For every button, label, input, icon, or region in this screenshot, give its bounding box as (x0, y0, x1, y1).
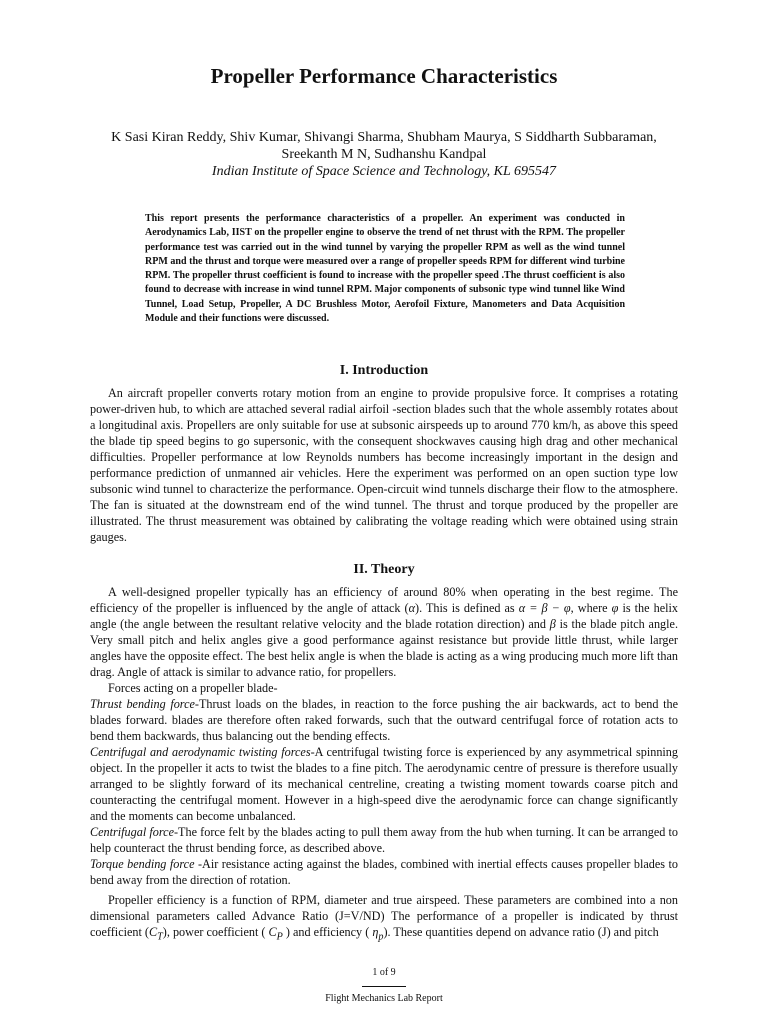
beta-symbol: β (549, 617, 556, 631)
efficiency-text-d: ). These quantities depend on advance ratio (J) and pitch (383, 925, 659, 939)
efficiency-text-c: ) and efficiency ( (282, 925, 373, 939)
phi-symbol: φ (611, 601, 619, 615)
force-centrifugal-twisting (90, 744, 678, 824)
efficiency-symbol: $\eta_p$ (372, 925, 384, 943)
force-label: Thrust bending force (90, 697, 195, 711)
paper-title: Propeller Performance Characteristics (210, 64, 558, 88)
thrust-coefficient-symbol: $C_T$ (149, 925, 163, 943)
force-label: Centrifugal and aerodynamic twisting forces (90, 745, 311, 759)
footer-divider (362, 986, 406, 987)
force-text: -The force felt by the blades acting to pull them away from the hub when turning. It can be arranged to help counteract the thrust bending force, as described above. (90, 825, 678, 855)
section-heading-introduction: I. Introduction (339, 363, 429, 378)
authors-line-1: K Sasi Kiran Reddy, Shiv Kumar, Shivangi Sharma, Shubham Maurya, S Siddharth Subbaraman, (111, 130, 657, 145)
alpha-symbol: α (408, 601, 416, 615)
theory-text-c: , where (570, 601, 612, 615)
efficiency-text-b: ), power coefficient ( (162, 925, 269, 939)
force-thrust-bending (90, 696, 678, 744)
force-torque-bending (90, 856, 678, 888)
abstract: This report presents the performance characteristics of a propeller. An experiment was conducted in Aerodynamics Lab, IIST on the propeller engine to observe the trend of net thrust with the RPM. The propeller performance test was carried out in the wind tunnel by varying the propeller RPM as well as the wind tunnel RPM and the thrust and torque were measured over a range of propeller speeds RPM for different wind turbine RPM. The propeller thrust coefficient is found to increase with the propeller speed .The thrust coefficient is also found to decrease with increase in wind tunnel RPM. Major components of subsonic type wind tunnel like Wind Tunnel, Load Setup, Propeller, A DC Brushless Motor, Aerofoil Fixture, Manometers and Data Acquisition Module and their functions were discussed. (145, 213, 625, 325)
power-coefficient-symbol: $C_P$ (268, 925, 283, 943)
theory-text-b: ). This is defined as (415, 601, 519, 615)
authors-line-2: Sreekanth M N, Sudhanshu Kandpal (281, 147, 487, 162)
efficiency-paragraph (90, 892, 678, 945)
theory-body (90, 584, 678, 888)
force-label: Centrifugal force (90, 825, 174, 839)
introduction-body (90, 385, 678, 545)
page-number: 1 of 9 (372, 967, 396, 978)
force-text: -Air resistance acting against the blades, combined with inertial effects causes propeller blades to bend away from the direction of rotation. (90, 857, 678, 887)
forces-intro: Forces acting on a propeller blade- (108, 681, 278, 695)
theory-text-e: is the blade pitch angle. Very small pitch and helix angles give a good performance against resistance but provide little thrust, while larger angles have the opposite effect. The best helix angle is when the blade is acting as a wing producing much more lift than drag. Angle of attack is similar to advance ratio, for propellers. (90, 617, 678, 679)
affiliation: Indian Institute of Space Science and Technology, KL 695547 (211, 164, 557, 179)
force-centrifugal (90, 824, 678, 856)
efficiency-text-a: Propeller efficiency is a function of RPM, diameter and true airspeed. These parameters are combined into a non dimensional parameters called Advance Ratio (J=V/ND) The performance of a propeller is indicated by thrust coefficient ( (90, 893, 678, 939)
section-heading-theory: II. Theory (353, 562, 415, 577)
introduction-paragraph: An aircraft propeller converts rotary motion from an engine to provide propulsive force. It comprises a rotating power-driven hub, to which are attached several radial airfoil -section blades such that the whole assembly rotates about a longitudinal axis. Propellers are only suitable for use at subsonic airspeeds up to around 770 km/h, as above this speed the blade tip speed begins to go supersonic, with the consequent shockwaves causing high drag and other mechanical difficulties. Propeller performance at low Reynolds numbers has become increasingly important in the design and performance prediction of unmanned air vehicles. Here the experiment was performed on an open suction type low subsonic wind tunnel to characterize the performance. Open-circuit wind tunnels discharge their flow to the atmosphere. The fan is situated at the downstream end of the wind tunnel. The thrust and torque produced by the propeller are illustrated. The thrust measurement was obtained by calibrating the voltage reading which were obtained using strain gauges. (90, 386, 678, 544)
force-label: Torque bending force (90, 857, 195, 871)
angle-of-attack-equation: α = β − φ (518, 601, 571, 615)
force-text: -Thrust loads on the blades, in reaction to the force pushing the air backwards, act to bend the blades forward. blades are therefore often raked forwards, such that the outward centrifugal force of rotation acts to bend them backwards, thus balancing out the bending effects. (90, 697, 678, 743)
theory-paragraph-1 (90, 584, 678, 680)
author-block (80, 129, 688, 180)
theory-text-a: A well-designed propeller typically has an efficiency of around 80% when operating in the best regime. The efficiency of the propeller is influenced by the angle of attack ( (90, 585, 678, 615)
footer-report-title: Flight Mechanics Lab Report (325, 993, 443, 1004)
force-text: -A centrifugal twisting force is experienced by any asymmetrical spinning object. In the propeller it acts to twist the blades to a fine pitch. The aerodynamic centre of pressure is therefore usually arranged to be slightly forward of its mechanical centreline, creating a twisting moment towards coarse pitch and counteracting the centrifugal moment. However in a high-speed dive the aerodynamic force can change significantly and the moments can become unbalanced. (90, 745, 678, 823)
efficiency-body (90, 892, 678, 945)
theory-text-d: is the helix angle (the angle between the resultant relative velocity and the blade rotation direction) and (90, 601, 678, 631)
